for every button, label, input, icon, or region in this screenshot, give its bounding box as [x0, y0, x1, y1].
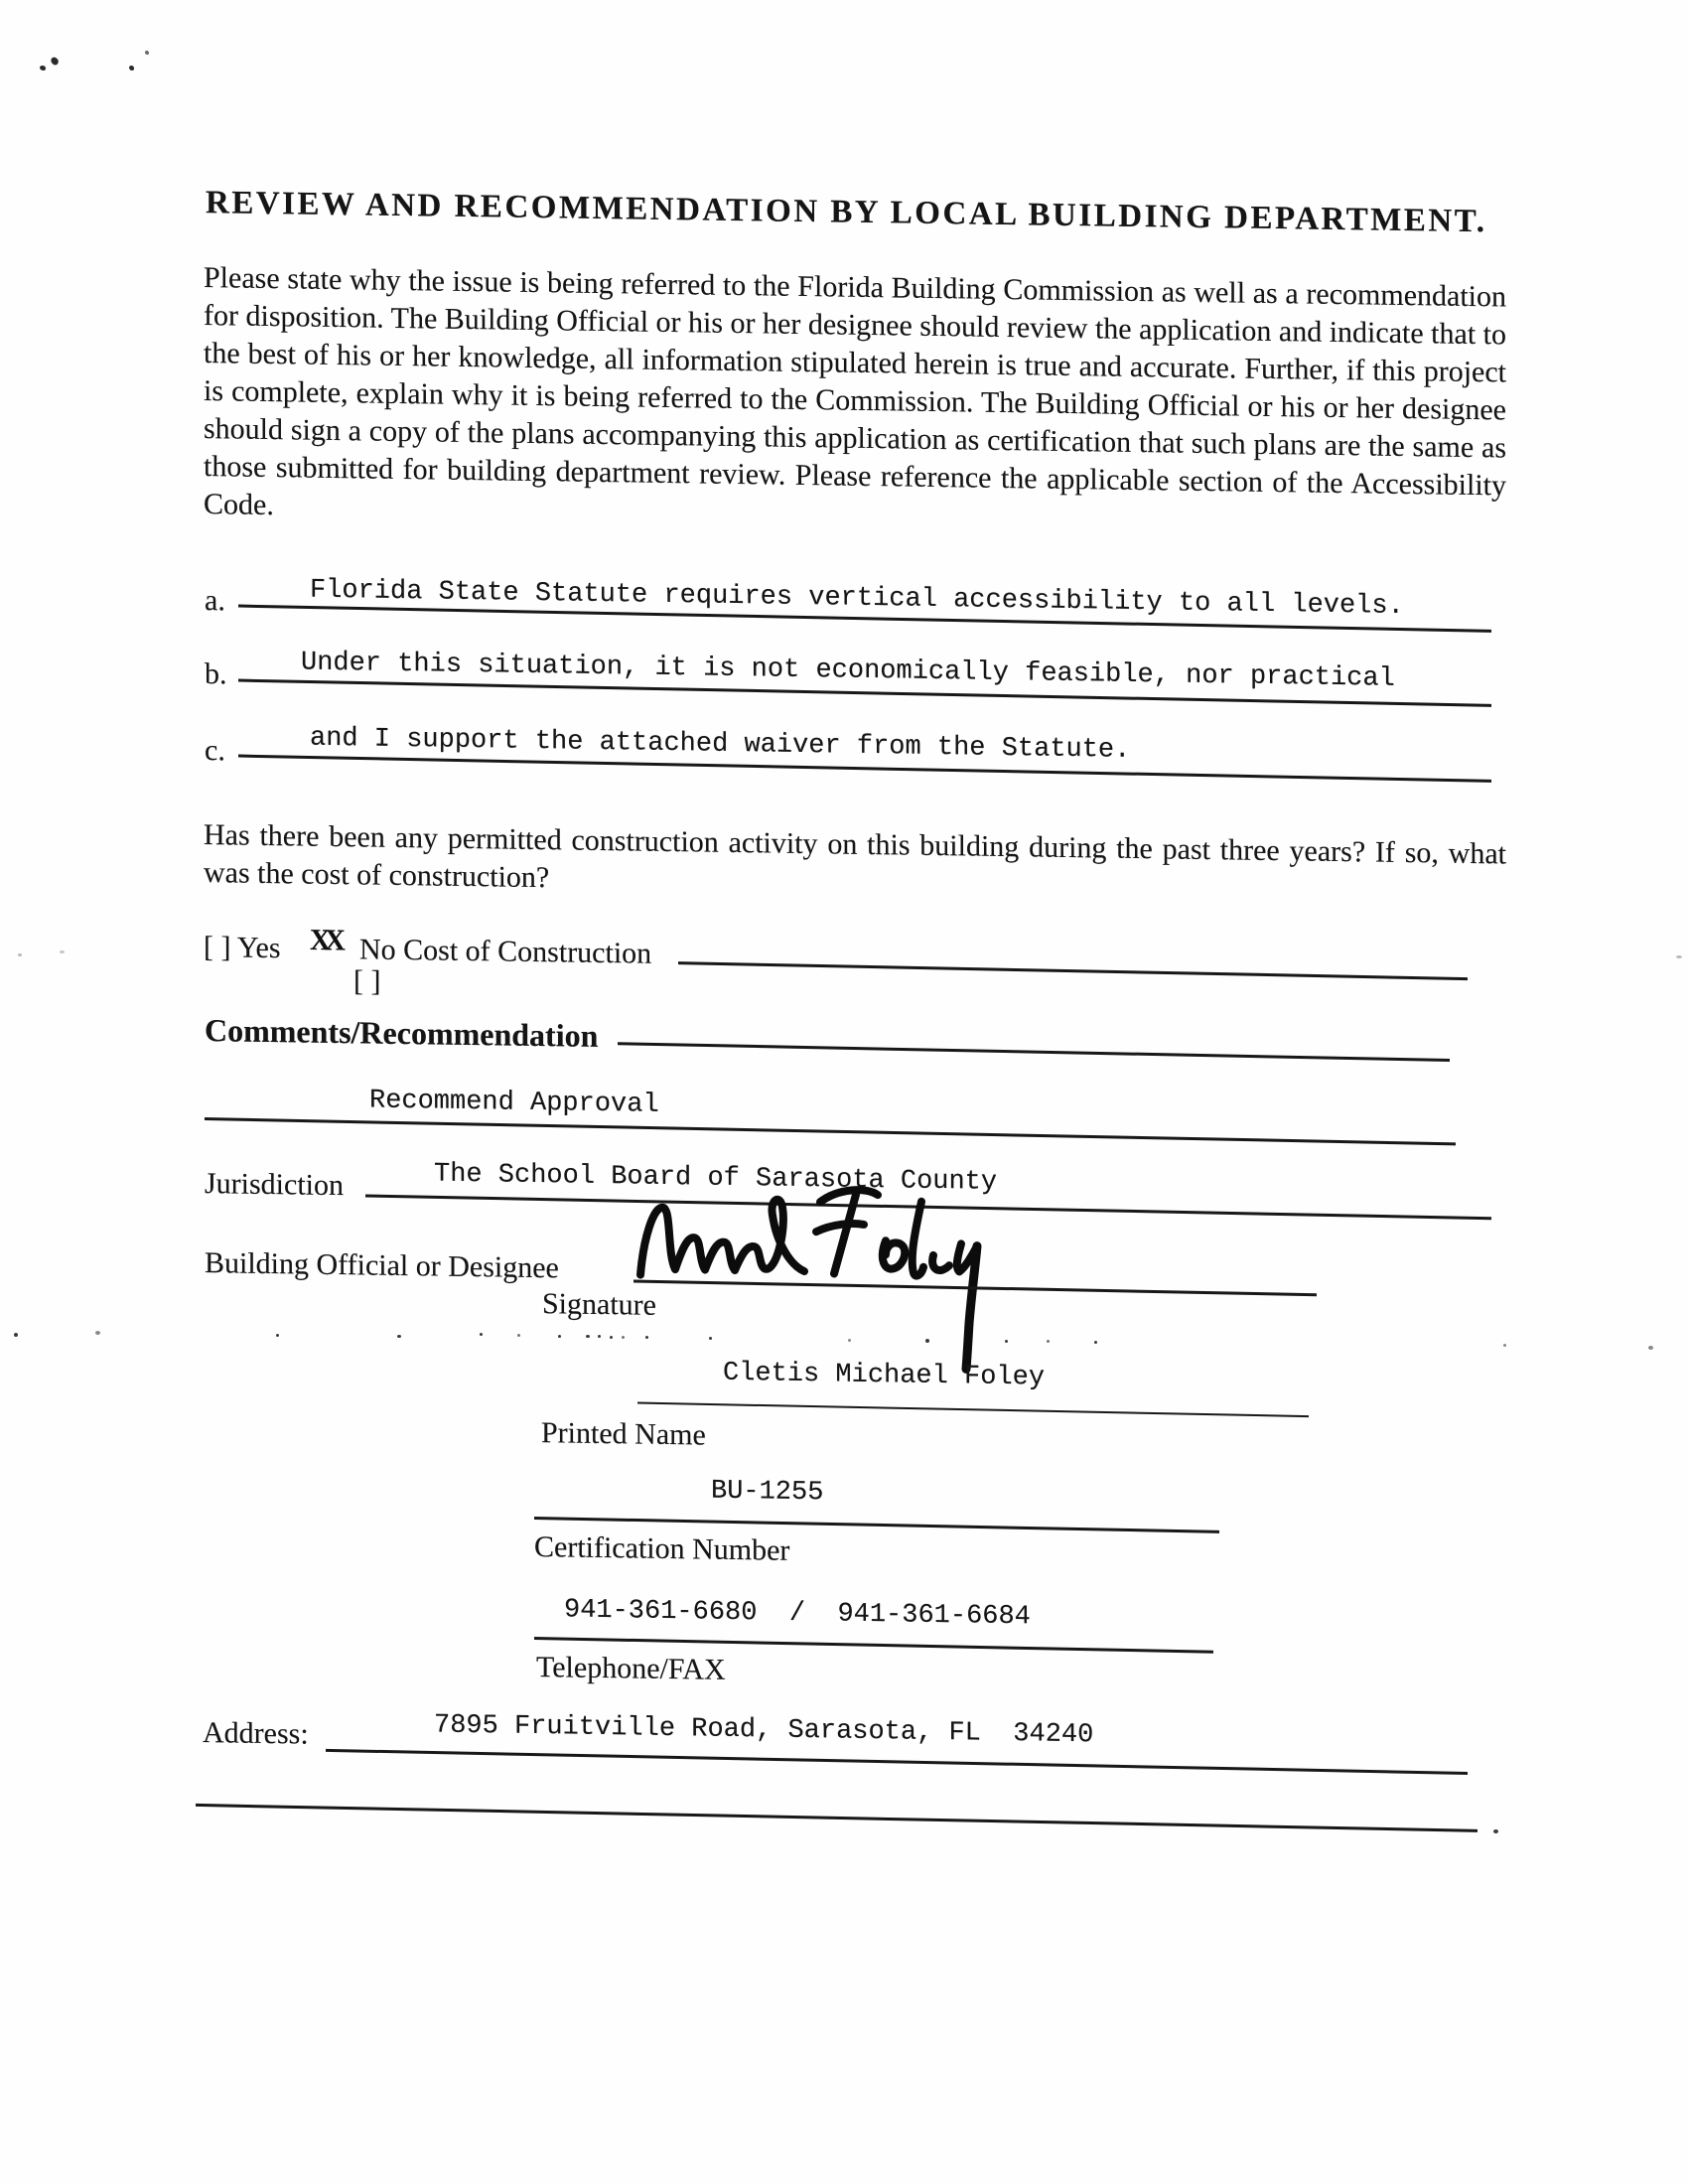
printed-name-label: Printed Name [541, 1416, 706, 1452]
certification-number-value: BU-1255 [711, 1476, 824, 1509]
cost-of-construction-blank[interactable] [678, 961, 1468, 980]
bottom-blank-line[interactable] [196, 1804, 1477, 1832]
referral-line-c-label: c. [205, 734, 225, 768]
address-value: 7895 Fruitville Road, Sarasota, FL 34240 [434, 1710, 1094, 1751]
referral-line-a-value: Florida State Statute requires vertical accessibility to all levels. [310, 575, 1404, 622]
telephone-fax-label: Telephone/FAX [536, 1651, 726, 1686]
address-blank[interactable] [326, 1749, 1468, 1775]
yes-checkbox[interactable]: [ ] Yes [204, 931, 281, 965]
referral-line-a-label: a. [205, 584, 225, 618]
comments-blank[interactable] [618, 1042, 1450, 1062]
address-label: Address: [203, 1716, 309, 1751]
no-checkbox-mark: XX [310, 923, 340, 957]
comments-value: Recommend Approval [369, 1086, 659, 1120]
printed-name-value: Cletis Michael Foley [723, 1358, 1046, 1393]
signature-label: Signature [542, 1287, 656, 1322]
no-checkbox-brackets: [ ] [353, 964, 381, 998]
telephone-fax-blank[interactable] [534, 1637, 1213, 1654]
signature-handwriting [608, 1153, 1005, 1387]
page-title: REVIEW AND RECOMMENDATION BY LOCAL BUILDING DEPARTMENT. [206, 185, 1487, 240]
intro-paragraph: Please state why the issue is being referred to the Florida Building Commission as well as a recommendation for disposition. The Building Official or his or her designee should review the application and indicate that to the best of his or her knowledge, all information stipulated herein is true and accurate. Further, if this project is complete, explain why it is being referred to the Commission. The Building Official or his or her designee should sign a copy of the plans accompanying this application as certification that such plans are the same as those submitted for building department review. Please reference the applicable section of the Accessibility Code. [204, 261, 1506, 522]
printed-name-blank[interactable] [637, 1402, 1309, 1418]
telephone-fax-value: 941-361-6680 / 941-361-6684 [564, 1595, 1031, 1633]
certification-number-blank[interactable] [534, 1517, 1219, 1533]
comments-blank-line2[interactable] [205, 1117, 1456, 1145]
activity-question: Has there been any permitted construction activity on this building during the past three years? If so, what was the cost of construction? [204, 818, 1506, 895]
comments-label: Comments/Recommendation [205, 1012, 599, 1054]
jurisdiction-value: The School Board of Sarasota County [434, 1159, 998, 1198]
referral-line-c-value: and I support the attached waiver from the Statute. [310, 723, 1131, 766]
cost-of-construction-label: No Cost of Construction [359, 933, 652, 970]
certification-number-label: Certification Number [534, 1529, 790, 1567]
referral-line-b-value: Under this situation, it is not economically feasible, nor practical [301, 648, 1395, 694]
jurisdiction-label: Jurisdiction [205, 1167, 344, 1203]
building-official-label: Building Official or Designee [205, 1246, 559, 1285]
referral-line-b-label: b. [205, 657, 227, 691]
